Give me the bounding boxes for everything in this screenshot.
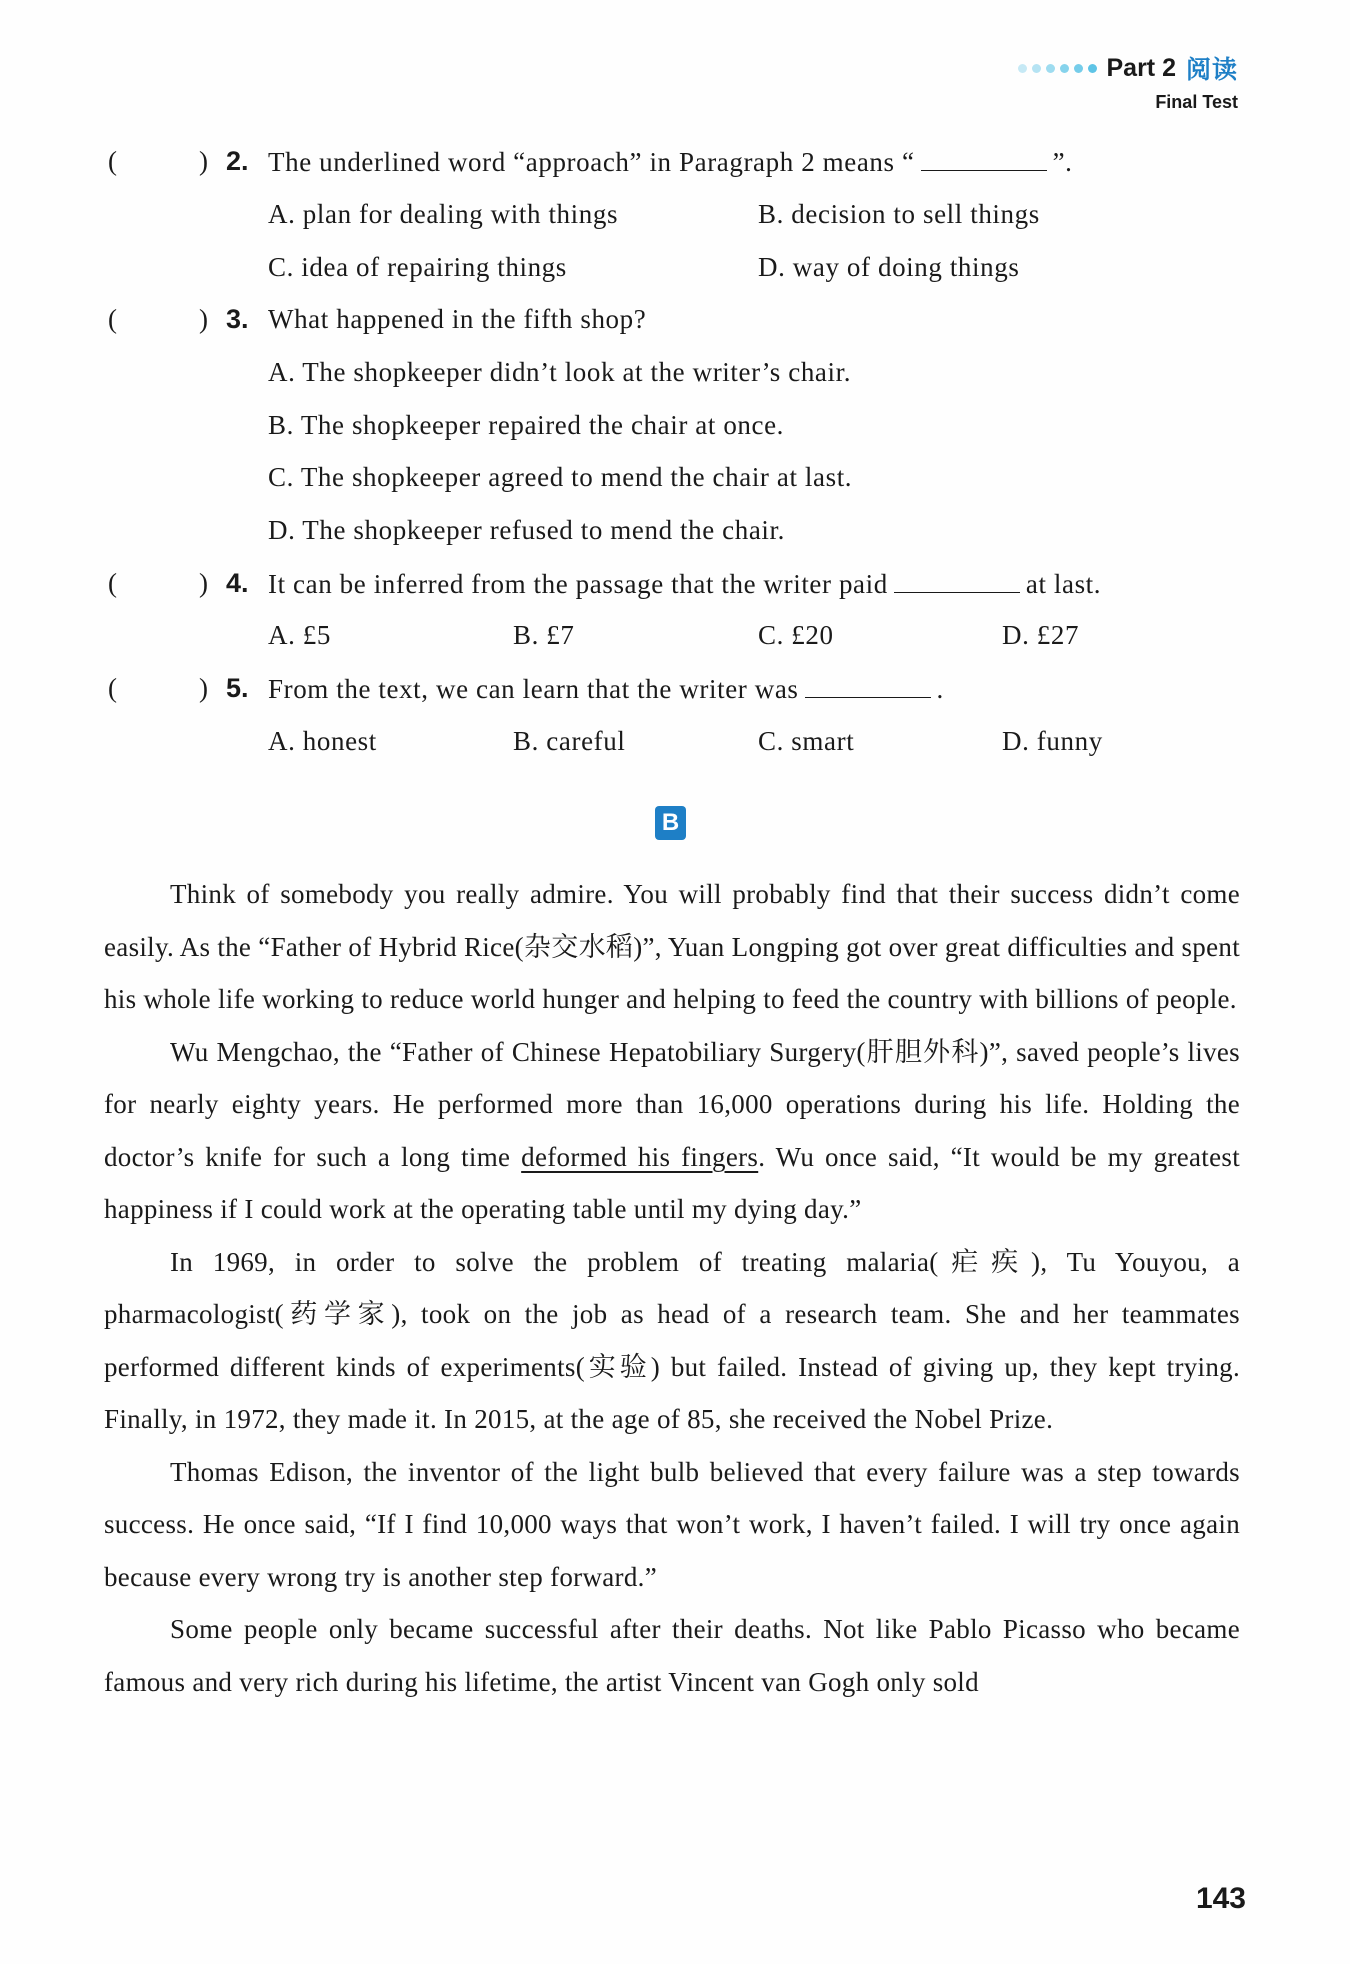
header-title-line xyxy=(1018,50,1239,86)
option-d[interactable]: D. The shopkeeper refused to mend the chair. xyxy=(268,515,785,545)
dot-icon xyxy=(1032,64,1041,73)
question-number: 5. xyxy=(226,673,249,703)
passage-paragraph-2: Wu Mengchao, the “Father of Chinese Hepatobiliary Surgery(肝胆外科)”, saved people’s lives for nearly eighty years. He performed more than 16,000 operations during his life. Holding the doctor’s knife for such a long time deformed his fingers. Wu once said, “It would be my greatest happiness if I could work at the operating table until my dying day.” xyxy=(104,1036,1241,1224)
answer-parentheses[interactable]: ( ) xyxy=(108,673,208,703)
answer-blank[interactable] xyxy=(921,148,1047,171)
dot-icon xyxy=(1018,64,1027,73)
passage-paragraph-4: Thomas Edison, the inventor of the light bulb believed that every failure was a step towards success. He once said, “If I find 10,000 ways that won’t work, I haven’t failed. I will try once again because every wrong try is another step forward.” xyxy=(104,1456,1240,1592)
option-a[interactable]: A. £5 xyxy=(268,620,331,650)
section-b-badge: B xyxy=(655,806,686,840)
option-a[interactable]: A. honest xyxy=(268,726,377,756)
option-d[interactable]: D. £27 xyxy=(1002,620,1080,650)
question-number: 3. xyxy=(226,304,249,334)
option-d[interactable]: D. funny xyxy=(1002,726,1103,756)
page-number: 143 xyxy=(1195,1882,1246,1915)
option-b[interactable]: B. careful xyxy=(513,726,626,756)
dot-icon xyxy=(1074,64,1083,73)
dot-icon xyxy=(1088,64,1097,73)
question-text: What happened in the fifth shop? xyxy=(268,304,647,334)
dot-icon xyxy=(1060,64,1069,73)
passage-paragraph-3: In 1969, in order to solve the problem of treating malaria(疟疾), Tu Youyou, a pharmacologist(药学家), took on the job as head of a research team. She and her teammates performed different kinds of experiments(实验) but failed. Instead of giving up, they kept trying. Finally, in 1972, they made it. In 2015, at the age of 85, she received the Nobel Prize. xyxy=(104,1246,1240,1434)
answer-blank[interactable] xyxy=(894,570,1020,593)
option-c[interactable]: C. The shopkeeper agreed to mend the chair at last. xyxy=(268,462,853,492)
dot-icon xyxy=(1046,64,1055,73)
answer-parentheses[interactable]: ( ) xyxy=(108,304,208,334)
option-d[interactable]: D. way of doing things xyxy=(758,252,1020,282)
option-b[interactable]: B. £7 xyxy=(513,620,575,650)
question-number: 2. xyxy=(226,146,249,176)
part-label: Part 2 xyxy=(1106,53,1176,82)
question-text: The underlined word “approach” in Paragraph 2 means “ ”. xyxy=(268,147,1073,177)
answer-parentheses[interactable]: ( ) xyxy=(108,146,208,176)
passage-paragraph-1: Think of somebody you really admire. You will probably find that their success didn’t come easily. As the “Father of Hybrid Rice(杂交水稻)”, Yuan Longping got over great difficulties and spent his whole life working to reduce world hunger and helping to feed the country with billions of people. xyxy=(104,879,1240,1014)
question-text: It can be inferred from the passage that the writer paid at last. xyxy=(268,569,1102,599)
answer-parentheses[interactable]: ( ) xyxy=(108,568,208,598)
header-subtitle: Final Test xyxy=(1155,92,1238,112)
answer-blank[interactable] xyxy=(805,675,931,698)
option-c[interactable]: C. smart xyxy=(758,726,855,756)
option-b[interactable]: B. decision to sell things xyxy=(758,199,1040,229)
passage-paragraph-5: Some people only became successful after their deaths. Not like Pablo Picasso who became famous and very rich during his lifetime, the artist Vincent van Gogh only sold xyxy=(104,1614,1240,1697)
option-c[interactable]: C. £20 xyxy=(758,620,834,650)
underlined-phrase: deformed his fingers xyxy=(521,1141,759,1172)
option-b[interactable]: B. The shopkeeper repaired the chair at once. xyxy=(268,410,785,440)
option-a[interactable]: A. plan for dealing with things xyxy=(268,199,619,229)
question-number: 4. xyxy=(226,568,249,598)
option-c[interactable]: C. idea of repairing things xyxy=(268,252,567,282)
question-text: From the text, we can learn that the writer was . xyxy=(268,674,944,704)
header-dots-decoration xyxy=(1018,64,1097,73)
option-a[interactable]: A. The shopkeeper didn’t look at the writer’s chair. xyxy=(268,357,852,387)
reading-passage xyxy=(104,868,1240,1708)
section-label: 阅读 xyxy=(1185,55,1238,84)
page-header xyxy=(1018,50,1239,113)
